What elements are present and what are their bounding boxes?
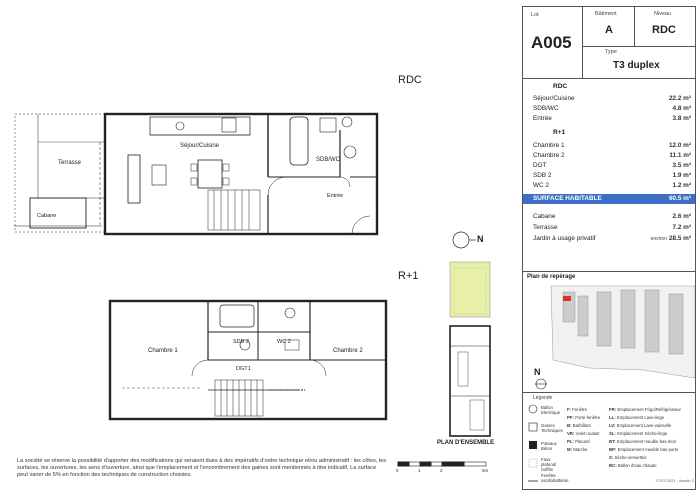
niveau-cell	[635, 7, 695, 47]
lot-label: Lot	[531, 12, 539, 18]
annex-row: Jardin à usage privatif environ 28.5 m²	[533, 235, 691, 242]
type-value: T3 duplex	[613, 60, 660, 71]
legend-item: BT: Emplacement meuble bas tiroir	[609, 439, 677, 444]
room-label-dgt: DGT1	[236, 366, 251, 372]
level-title-rdc: RDC	[398, 74, 422, 86]
legend-item: M: Marche	[567, 447, 588, 452]
surface-row: SDB 2 1.9 m²	[533, 172, 691, 179]
legend-item: F: Fenêtre	[567, 407, 588, 412]
annex-row: Terrasse 7.2 m²	[533, 224, 691, 231]
surface-row: Séjour/Cuisine 22.2 m²	[533, 95, 691, 102]
scale-1: 1	[418, 468, 421, 473]
surface-total-row: SURFACE HABITABLE 60.5 m²	[523, 194, 695, 204]
legend-item: Gaines Techniques	[541, 423, 563, 433]
surface-row: Chambre 1 12.0 m²	[533, 142, 691, 149]
legend-item: Fenêtre oscillobattante	[541, 473, 569, 483]
legend-item: VR: Volet roulant	[567, 431, 600, 436]
surface-row: DGT 3.5 m²	[533, 162, 691, 169]
scale-5: 5m	[482, 468, 489, 473]
locator-drawing	[523, 282, 695, 392]
r1-outline	[110, 301, 386, 419]
scale-2: 2	[440, 468, 443, 473]
legend-item: Faux plafond/ Soffite	[541, 457, 557, 472]
room-label-terrasse: Terrasse	[58, 160, 82, 166]
legend	[523, 393, 695, 489]
niveau-value: RDC	[652, 24, 676, 36]
level-title-r1: R+1	[398, 270, 419, 282]
legend-item: BC: Ballon d'eau chaude	[609, 463, 657, 468]
niveau-label: Niveau	[654, 11, 672, 17]
room-label-sdb2: SDB 2	[233, 339, 249, 345]
scale-0: 0	[396, 468, 399, 473]
legend-item: S: Sèche-serviettes	[609, 455, 647, 460]
surface-row: Entrée 3.8 m²	[533, 115, 691, 122]
room-label-sejour: Séjour/Cuisine	[180, 143, 220, 149]
footnote: 27/07/2021 · dessin 2	[655, 478, 694, 483]
legend-item: PF: Porte-fenêtre	[567, 415, 601, 420]
legend-title: Légende	[533, 395, 553, 401]
locator-map	[523, 271, 695, 393]
plan-ensemble-label: PLAN D'ENSEMBLE	[437, 440, 495, 446]
legend-item: Ballon Electrique	[541, 405, 561, 415]
annex-row: Cabane 2.6 m²	[533, 213, 691, 220]
batiment-value: A	[605, 24, 613, 36]
locator-marker	[563, 296, 571, 301]
locator-compass-letter: N	[534, 367, 541, 377]
lot-value: A005	[531, 33, 572, 52]
surface-row: SDB/WC 4.8 m²	[533, 105, 691, 112]
surface-row: Chambre 2 11.1 m²	[533, 152, 691, 159]
surface-section-rdc: RDC	[553, 83, 568, 90]
surface-section-r1: R+1	[553, 129, 566, 136]
room-label-entree: Entrée	[327, 193, 344, 199]
disclaimer-text: La société se réserve la possibilité d'apporter des modifications qui seraient dues à des impératifs d'ordre technique et/ou administratif : les côtes, les surfaces, les ouvertures, les sens d'ouverture, ainsi que l'emplacement et l'encombrement des gaines sont mentionnés à titre indicatif. La surface peut varier de 5% en fonction des techniques de construction choisies.	[17, 458, 387, 478]
legend-item: SL: Emplacement Sèche-linge	[609, 431, 668, 436]
legend-item: PL: Placard	[567, 439, 590, 444]
room-label-sdbwc: SDB/WC	[316, 157, 340, 163]
compass-letter: N	[477, 234, 484, 244]
batiment-label: Bâtiment	[595, 11, 617, 17]
legend-item: FR: Emplacement Frigo/Réfrigérateur	[609, 407, 681, 412]
lot-cell	[523, 7, 583, 78]
type-cell	[583, 47, 695, 78]
info-panel	[522, 6, 696, 490]
legend-item: LL: Emplacement Lave-linge	[609, 415, 665, 420]
room-label-chambre2: Chambre 2	[333, 348, 363, 354]
legend-item: LV: Emplacement Lave-vaisselle	[609, 423, 672, 428]
lot-header	[523, 7, 695, 79]
legend-item: Poteaux Béton	[541, 441, 557, 451]
legend-item: B: Barbillant	[567, 423, 591, 428]
locator-title: Plan de repérage	[527, 274, 576, 280]
room-label-cabane: Cabane	[37, 213, 57, 219]
type-label: Type	[605, 49, 617, 55]
batiment-cell	[583, 7, 635, 47]
room-label-wc2: WC 2	[277, 339, 291, 345]
legend-item: BP: Emplacement meuble bas porte	[609, 447, 679, 452]
room-label-chambre1: Chambre 1	[148, 348, 178, 354]
surface-row: WC 2 1.2 m²	[533, 182, 691, 189]
